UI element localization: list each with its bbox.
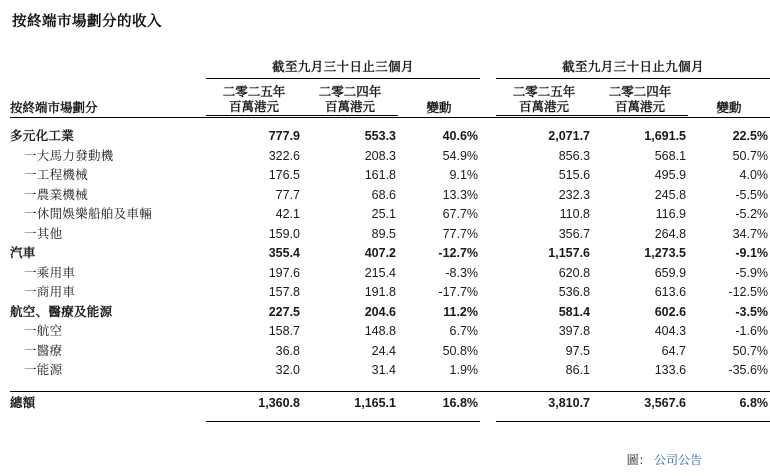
row-label: 一乘用車 [24, 265, 76, 280]
cell-ytd-2025: 1,157.6 [548, 246, 591, 260]
row-label: 一醫療 [24, 343, 63, 358]
group-header-three-months: 截至九月三十日止三個月 [206, 57, 480, 79]
cell-ytd-2025: 356.7 [558, 226, 591, 241]
page-title: 按終端市場劃分的收入 [12, 14, 162, 30]
row-label: 一休閒娛樂船舶及車輛 [24, 207, 153, 221]
cell-q3-2025: 355.4 [268, 246, 300, 260]
total-gap [480, 391, 496, 414]
cell-ytd-change: -5.2% [735, 207, 769, 221]
cell-q3-2025: 176.5 [268, 168, 300, 182]
row-header-label: 按終端市場劃分 [10, 100, 98, 115]
group-header-nine-months: 截至九月三十日止九個月 [496, 57, 770, 79]
total-spacer-row [10, 381, 770, 390]
source-value: 公司公告 [653, 453, 702, 467]
row-label: 一其他 [24, 226, 63, 241]
cell-q3-change: 50.8% [442, 343, 479, 358]
table-row [10, 264, 770, 284]
cell-q3-2025: 197.6 [268, 265, 300, 280]
row-label: 汽車 [10, 246, 36, 260]
cell-q3-2025: 159.0 [268, 226, 300, 241]
group-header-row [10, 57, 770, 79]
cell-q3-change: -12.7% [438, 246, 479, 260]
row-label: 多元化工業 [10, 129, 75, 143]
cell-q3-change: -8.3% [445, 265, 479, 280]
cell-ytd-2025: 97.5 [565, 343, 591, 358]
cell-ytd-2024: 64.7 [661, 343, 687, 358]
cell-q3-2024: 24.4 [371, 343, 396, 358]
cell-gap [480, 361, 496, 381]
cell-gap [480, 186, 496, 206]
cell-ytd-2024: 264.8 [654, 226, 687, 241]
row-label: 一工程機械 [24, 168, 89, 182]
table-row [10, 361, 770, 381]
body-top-spacer [10, 118, 770, 128]
cell-gap [480, 322, 496, 342]
cell-ytd-2024: 602.6 [654, 304, 687, 319]
cell-q3-2024: 25.1 [371, 207, 396, 221]
row-label: 航空、醫療及能源 [10, 304, 113, 319]
cell-ytd-2024: 659.9 [654, 265, 687, 280]
cell-q3-2025: 227.5 [268, 304, 300, 319]
total-ytd-change: 6.8% [739, 395, 769, 410]
cell-ytd-2024: 245.8 [654, 187, 687, 202]
cell-q3-2024: 215.4 [364, 265, 396, 280]
cell-q3-2025: 32.0 [275, 363, 300, 377]
cell-q3-2024: 407.2 [364, 246, 396, 260]
cell-ytd-change: -12.5% [728, 285, 769, 299]
cell-ytd-2025: 536.8 [558, 285, 591, 299]
col-header-gap [480, 85, 496, 116]
cell-ytd-2024: 613.6 [654, 285, 687, 299]
cell-ytd-2025: 110.8 [559, 207, 591, 221]
col-header-ytd-2024: 二零二四年 百萬港元 [592, 85, 688, 116]
cell-gap [480, 283, 496, 303]
total-q3-2025: 1,360.8 [258, 395, 300, 410]
cell-q3-change: 77.7% [442, 226, 479, 241]
table-row [10, 166, 770, 186]
cell-q3-change: 13.3% [442, 187, 479, 202]
cell-gap [480, 225, 496, 245]
col-header-ytd-change: 變動 [716, 100, 742, 115]
total-q3-2024: 1,165.1 [354, 395, 396, 410]
cell-ytd-change: -9.1% [735, 246, 769, 260]
table-row [10, 186, 770, 206]
cell-gap [480, 342, 496, 362]
cell-ytd-2025: 2,071.7 [548, 129, 591, 143]
cell-ytd-change: -5.5% [735, 187, 769, 202]
cell-ytd-2025: 232.3 [558, 187, 591, 202]
source-note [627, 451, 702, 468]
cell-q3-change: 9.1% [449, 168, 479, 182]
cell-q3-change: 6.7% [449, 324, 479, 338]
cell-ytd-2024: 495.9 [654, 168, 687, 182]
cell-ytd-2025: 620.8 [558, 265, 591, 280]
cell-gap [480, 127, 496, 147]
cell-ytd-change: -35.6% [728, 363, 769, 377]
row-label: 一航空 [24, 324, 63, 338]
cell-q3-2025: 322.6 [268, 148, 300, 163]
cell-q3-2025: 157.8 [268, 285, 300, 299]
cell-ytd-change: 50.7% [732, 148, 769, 163]
cell-gap [480, 303, 496, 323]
table-row [10, 342, 770, 362]
cell-q3-2024: 68.6 [371, 187, 396, 202]
table-row [10, 147, 770, 167]
total-ytd-2025: 3,810.7 [548, 395, 591, 410]
cell-gap [480, 147, 496, 167]
cell-ytd-change: 22.5% [732, 129, 769, 143]
col-header-q3-2025: 二零二五年 百萬港元 [206, 85, 302, 116]
cell-ytd-2025: 397.8 [558, 324, 591, 338]
cell-ytd-change: -1.6% [735, 324, 769, 338]
cell-q3-change: 1.9% [449, 363, 479, 377]
cell-ytd-change: -5.9% [735, 265, 769, 280]
total-q3-change: 16.8% [442, 395, 479, 410]
cell-gap [480, 205, 496, 225]
cell-q3-2025: 42.1 [275, 207, 300, 221]
cell-q3-2024: 204.6 [364, 304, 396, 319]
cell-q3-2024: 161.8 [364, 168, 396, 182]
cell-q3-2025: 777.9 [268, 129, 300, 143]
col-header-q3-2024: 二零二四年 百萬港元 [302, 85, 398, 116]
cell-q3-2025: 36.8 [275, 343, 300, 358]
revenue-by-end-market-table [10, 57, 770, 422]
cell-ytd-2025: 856.3 [558, 148, 591, 163]
cell-gap [480, 166, 496, 186]
table-row [10, 205, 770, 225]
total-ytd-2024: 3,567.6 [644, 395, 687, 410]
cell-ytd-change: 50.7% [732, 343, 769, 358]
cell-q3-2024: 89.5 [371, 226, 396, 241]
row-label: 一大馬力發動機 [24, 148, 114, 163]
column-header-row [10, 85, 770, 116]
cell-ytd-2024: 116.9 [655, 207, 687, 221]
cell-q3-2024: 208.3 [364, 148, 396, 163]
cell-ytd-change: -3.5% [735, 304, 769, 319]
group-header-spacer [10, 57, 206, 79]
cell-ytd-2025: 515.6 [558, 168, 591, 182]
cell-gap [480, 244, 496, 264]
cell-ytd-2024: 133.6 [654, 363, 687, 377]
table-row [10, 244, 770, 264]
cell-ytd-2025: 86.1 [565, 363, 591, 377]
cell-q3-2025: 158.7 [268, 324, 300, 338]
col-header-q3-change: 變動 [426, 100, 452, 115]
row-label: 一商用車 [24, 285, 76, 299]
cell-ytd-2024: 568.1 [654, 148, 687, 163]
row-label: 一農業機械 [24, 187, 89, 202]
table-row [10, 127, 770, 147]
cell-ytd-2024: 1,273.5 [644, 246, 687, 260]
cell-gap [480, 264, 496, 284]
cell-q3-2024: 31.4 [371, 363, 396, 377]
total-label: 總額 [10, 395, 36, 410]
cell-ytd-change: 34.7% [732, 226, 769, 241]
cell-q3-2024: 148.8 [364, 324, 396, 338]
table-row [10, 322, 770, 342]
cell-q3-2025: 77.7 [275, 187, 300, 202]
table-row [10, 303, 770, 323]
cell-ytd-2024: 1,691.5 [644, 129, 687, 143]
table-row [10, 283, 770, 303]
cell-ytd-change: 4.0% [739, 168, 769, 182]
cell-q3-change: 67.7% [442, 207, 479, 221]
cell-q3-change: 11.2% [443, 304, 479, 319]
cell-q3-change: 40.6% [442, 129, 479, 143]
cell-ytd-2024: 404.3 [654, 324, 687, 338]
cell-ytd-2025: 581.4 [558, 304, 591, 319]
cell-q3-2024: 191.8 [364, 285, 396, 299]
source-label: 圖： [626, 453, 651, 467]
cell-q3-change: 54.9% [442, 148, 479, 163]
total-row [10, 391, 770, 414]
row-label: 一能源 [24, 363, 63, 377]
col-header-ytd-2025: 二零二五年 百萬港元 [496, 85, 592, 116]
group-header-gap [480, 57, 496, 79]
cell-q3-change: -17.7% [438, 285, 479, 299]
total-bottom-rule [10, 420, 770, 422]
table-row [10, 225, 770, 245]
cell-q3-2024: 553.3 [364, 129, 396, 143]
